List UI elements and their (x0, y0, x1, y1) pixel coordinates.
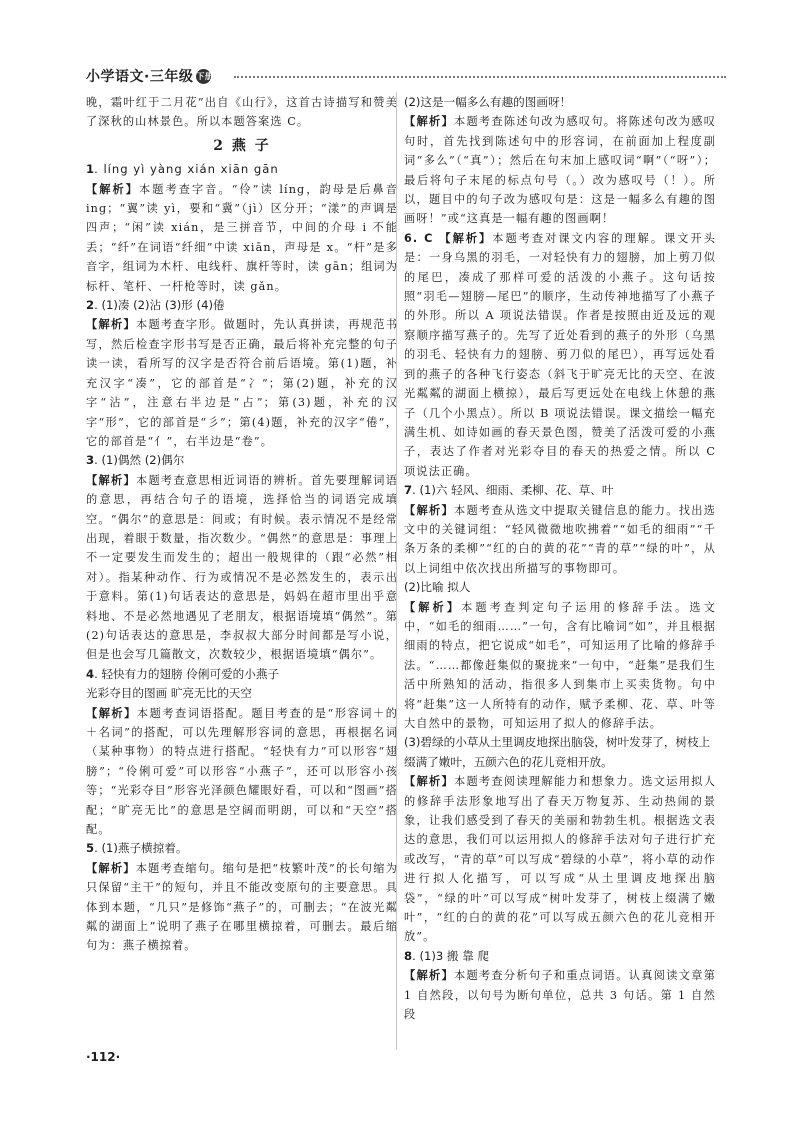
section-title: 2 燕 子 (213, 137, 271, 154)
explanation (404, 966, 716, 1024)
question-number: 7 (404, 483, 413, 498)
answer-text: . (1)燕子横掠着。 (94, 841, 188, 856)
answer-line (404, 481, 716, 500)
answer-line (86, 296, 398, 315)
paragraph: 晚，霜叶红于二月花”出自《山行》，这首古诗描写和赞美了深秋的山林景色。所以本题答案选 C。 (86, 96, 398, 129)
question-number: 1 (86, 162, 95, 177)
explanation-text: 本题考查意思相近词语的辨析。首先要理解词语的意思，再结合句子的语境，选择恰当的词语完成填空。“偶尔”的意思是：间或；有时候。表示情况不是经常出现，着眼于数量，指次数少。“偶然”的意思是：事理上不一定要发生而发生的；超出一般规律的（跟“必然”相对）。指某种动作、行为或情况不是必然发生的，表示出于意料。第(1)句话表达的意思是，妈妈在超市里出乎意料地、不是必然地遇见了老朋友，根据语境填“偶然”。第(2)句话表达的意思是，李叔叔大部分时间都是写小说，但是也会写几篇散文，次数较少，根据语境填“偶尔”。 (86, 473, 398, 662)
answer-text: . líng yì yàng xián xiān gān (94, 162, 279, 177)
explanation (86, 704, 398, 840)
answer-line (86, 665, 398, 684)
explanation-label: 【解析】 (404, 775, 454, 789)
answer-text: . 轻快有力的翅膀 伶俐可爱的小燕子 (94, 666, 280, 681)
right-column (404, 93, 716, 1025)
explanation-text: 本题考查判定句子运用的修辞手法。选文中，“如毛的细雨……”一句，含有比喻词“如”，并且根据细雨的特点，把它说成“如毛”，可知运用了比喻的修辞手法。“……都像赶集似的聚拢来”一句中，“赶集”是我们生活中所熟知的活动，指很多人到集市上买卖货物。句中将“赶集”这一人所特有的动作，赋予柔柳、花、草、叶等大自然中的景物，可知运用了拟人的修辞手法。 (404, 600, 716, 730)
explanation (404, 229, 716, 481)
explanation (404, 598, 716, 734)
explanation-text: 本题考查从选文中提取关键信息的能力。找出选文中的关键词组：“轻风微微地吹拂着”“如毛的细雨”“千条万条的柔柳”“红的白的黄的花”“青的草”“绿的叶”，从以上词组中依次找出所描写的事物即可。 (404, 503, 716, 575)
page-number: ·112· (86, 1050, 121, 1064)
explanation-text: 本题考查陈述句改为感叹句。将陈述句改为感叹句时，首先找到陈述句中的形容词，在前面加上程度副词“多么”（“真”）；然后在句末加上感叹词“啊”（“呀”）；最后将句子末尾的标点句号（。）改为感叹号（！）。所以，题目中的句子改为感叹句是：这是一幅多么有趣的图画呀！”或“这真是一幅有趣的图画啊！ (404, 115, 716, 226)
answer-line (86, 160, 398, 179)
column-divider (396, 92, 397, 1050)
explanation (404, 772, 716, 947)
answer-line (404, 93, 716, 112)
answer-text: . (1)3 搬 靠 爬 (412, 948, 490, 963)
answer-text: (2)这是一幅多么有趣的图画呀！ (404, 95, 572, 109)
explanation-text: 本题考查分析句子和重点词语。认真阅读文章第 1 自然段，以句号为断句单位，总共 3 句话。第 1 自然段 (404, 969, 716, 1022)
explanation (404, 501, 716, 579)
book-title-text: 小学语文·三年级 (86, 69, 194, 85)
header-dotted-rule (234, 76, 726, 78)
answer-line (86, 839, 398, 858)
book-title (86, 66, 214, 86)
question-number: 3 (86, 453, 95, 468)
explanation-text: 本题考查字音。“伶”读 líng，韵母是后鼻音 ing；“翼”读 yì，要和“冀”（jì）区分开；“漾”的声调是四声；“闲”读 xián，是三拼音节，中间的介母 i 不能丢；“纤”在词语“纤细”中读 xiān，声母是 x。“杆”是多音字，组词为木杆、电线杆、旗杆等时，读 gān；组词为标杆、笔杆、一杆枪等时，读 gǎn。 (86, 182, 398, 293)
explanation-label: 【解析】 (86, 318, 136, 332)
explanation-text: 本题考查词语搭配。题目考查的是“形容词＋的＋名词”的搭配，可以先理解形容词的意思，再根据名词（某种事物）的特点进行搭配。“轻快有力”可以形容“翅膀”；“伶俐可爱”可以形容“小燕子”，还可以形容小孩等；“光彩夺目”形容光泽颜色耀眼好看，可以和“图画”搭配；“旷亮无比”的意思是空阔而明朗，可以和“天空”搭配。 (86, 706, 399, 837)
answer-text: . (1)凑 (2)沾 (3)形 (4)倦 (94, 298, 225, 313)
answer-line (86, 451, 398, 470)
answer-choice: . C (412, 231, 440, 245)
explanation (404, 112, 716, 228)
explanation-label: 【解析】 (86, 473, 136, 487)
answer-text: . (1)六 轻风、细雨、柔柳、花、草、叶 (412, 483, 614, 498)
explanation-label: 【解析】 (86, 182, 139, 196)
answer-line (86, 684, 398, 703)
explanation-text: 本题考查阅读理解能力和想象力。选文运用拟人的修辞手法形象地写出了春天万物复苏、生动热闹的景象，让我们感受到了春天的美丽和勃勃生机。根据选文表达的意思，我们可以运用拟人的修辞手法对句子进行扩充或改写，“青的草”可以写成“碧绿的小草”，将小草的动作进行拟人化描写，可以写成“从土里调皮地探出脑袋”，“绿的叶”可以写成“树叶发芽了，树枝上缀满了嫩叶”，“红的白的黄的花”可以写成五颜六色的花儿竞相开放”。 (404, 775, 716, 944)
explanation-text: 本题考查字形。做题时，先认真拼读，再规范书写，然后检查字形书写是否正确，最后将补充完整的句子读一读，看所写的汉字是否符合前后语境。第(1)题，补充汉字“凑”，它的部首是“冫”；第(2)题，补充的汉字“沾”，注意右半边是“占”；第(3)题，补充的汉字“形”，它的部首是“彡”；第(4)题，补充的汉字“倦”，它的部首是“亻”，右半边是“卷”。 (86, 318, 398, 448)
answer-line (404, 578, 716, 597)
volume-badge: 下册 (196, 69, 211, 84)
explanation (86, 471, 398, 665)
explanation-text: 本题考查对课文内容的理解。课文开头是：一身乌黑的羽毛，一对轻快有力的翅膀，加上剪刀似的尾巴，凑成了那样可爱的活泼的小燕子。这句话按照“羽毛—翅膀—尾巴”的顺序，生动传神地描写了小燕子的外形。所以 A 项说法错误。作者是按照由近及远的观察顺序描写燕子的。先写了近处看到的燕子的外形（乌黑的羽毛、轻快有力的翅膀、剪刀似的尾巴），再写远处看到的燕子的各种飞行姿态（斜飞于旷亮无比的天空、在波光粼粼的湖面上横掠），最后写更远处在电线上休憩的燕子（几个小黑点）。所以 B 项说法错误。课文描绘一幅充满生机、如诗如画的春天景色图，赞美了活泼可爱的小燕子，表达了作者对光彩夺目的春天的热爱之情。所以 C 项说法正确。 (404, 231, 717, 478)
left-column (86, 93, 398, 956)
page-header (86, 66, 726, 90)
explanation-text: 本题考查缩句。缩句是把“枝繁叶茂”的长句缩为只保留“主干”的短句，并且不能改变原句的主要意思。具体到本题，“几只”是修饰“燕子”的，可删去；“在波光粼粼的湖面上”说明了燕子在哪里横掠着，可删去。最后缩句为：燕子横掠着。 (86, 861, 398, 953)
explanation (86, 859, 398, 956)
answer-line (404, 733, 716, 772)
explanation-label: 【解析】 (404, 969, 454, 983)
question-number: 6 (404, 231, 413, 245)
explanation-label: 【解析】 (86, 861, 136, 875)
question-number: 4 (86, 666, 95, 681)
explanation (86, 315, 398, 451)
answer-text: . (1)偶然 (2)偶尔 (94, 453, 185, 468)
explanation-label: 【解析】 (404, 600, 462, 614)
question-number: 8 (404, 948, 413, 963)
answer-text: 光彩夺目的图画 旷亮无比的天空 (86, 686, 252, 701)
explanation-label: 【解析】 (439, 231, 493, 245)
answer-line (404, 947, 716, 966)
explanation-label: 【解析】 (404, 115, 454, 129)
answer-text: (2)比喻 拟人 (404, 580, 471, 595)
question-number: 5 (86, 841, 95, 856)
explanation (86, 180, 398, 296)
explanation-label: 【解析】 (404, 503, 454, 517)
answer-text: (3)碧绿的小草从土里调皮地探出脑袋，树叶发芽了，树枝上缀满了嫩叶，五颜六色的花儿竞相开放。 (404, 735, 711, 769)
explanation-label: 【解析】 (86, 706, 137, 720)
question-number: 2 (86, 298, 95, 313)
